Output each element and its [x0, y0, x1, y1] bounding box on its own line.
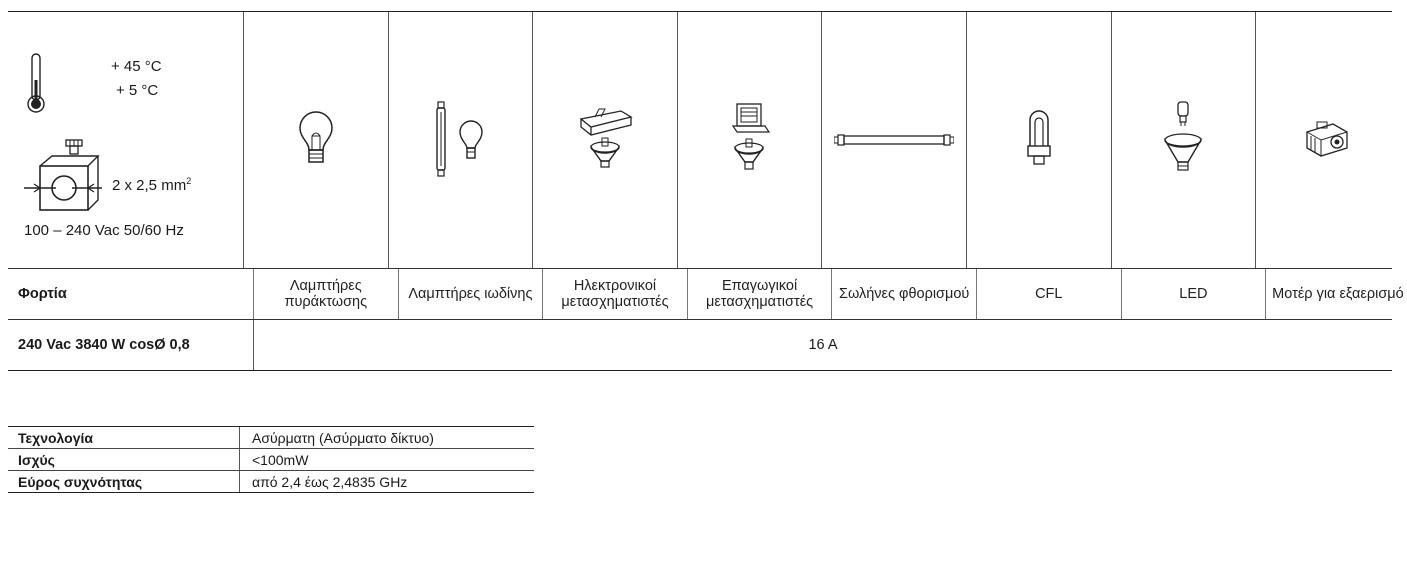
- load-label: Σωλήνες φθορισμού: [838, 286, 970, 302]
- rating-label: 240 Vac 3840 W cosØ 0,8: [18, 337, 190, 353]
- fan-motor-icon: [1303, 120, 1353, 160]
- spec-value: από 2,4 έως 2,4835 GHz: [239, 471, 534, 492]
- load-label-cell: [1265, 269, 1407, 319]
- thermometer-icon: [24, 52, 48, 116]
- incandescent-bulb-cell: [243, 12, 388, 268]
- load-label: Μοτέρ για εξαερισμό: [1272, 286, 1404, 302]
- spec-key: Τεχνολογία: [18, 429, 94, 446]
- screw-terminal-icon: [22, 138, 102, 214]
- load-label: Λαμπτήρες ιωδίνης: [408, 286, 533, 302]
- rating-row: [8, 320, 1392, 370]
- table-row: [8, 448, 534, 470]
- incandescent-bulb-icon: [296, 110, 336, 170]
- load-label: Λαμπτήρες πυράκτωσης: [284, 278, 368, 310]
- load-label: CFL: [1035, 286, 1063, 302]
- fluorescent-tube-cell: [821, 12, 966, 268]
- led-lamp-icon: [1161, 100, 1205, 180]
- halogen-lamp-cell: [388, 12, 533, 268]
- electronic-transformer-cell: [532, 12, 677, 268]
- load-label-cell: [1121, 269, 1266, 319]
- temperature-min: + 5 °C: [116, 82, 159, 99]
- fan-motor-cell: [1255, 12, 1400, 268]
- icons-row: [8, 12, 1392, 269]
- fluorescent-tube-icon: [834, 132, 954, 148]
- load-label-cell: [687, 269, 832, 319]
- load-label-cell: [542, 269, 687, 319]
- load-label-cell: [253, 269, 398, 319]
- tech-spec-table: [8, 426, 534, 493]
- table-row: [8, 470, 534, 492]
- spec-key: Εύρος συχνότητας: [18, 473, 143, 490]
- load-label-cell: [398, 269, 543, 319]
- cfl-lamp-icon: [1024, 110, 1054, 170]
- table-row: [8, 427, 534, 448]
- installation-spec-cell: [8, 12, 243, 268]
- spec-key: Ισχύς: [18, 451, 55, 468]
- supply-voltage: 100 – 240 Vac 50/60 Hz: [24, 222, 184, 239]
- load-label: LED: [1179, 286, 1208, 302]
- loads-row: [8, 269, 1404, 320]
- inductive-transformer-icon: [725, 102, 775, 178]
- load-label: Ηλεκτρονικοί μετασχηματιστές: [561, 278, 669, 310]
- load-label-cell: [831, 269, 976, 319]
- loads-row-label: Φορτία: [18, 286, 67, 302]
- loads-table: [8, 11, 1404, 371]
- wire-section: 2 x 2,5 $mm^2$: [112, 176, 192, 194]
- cfl-lamp-cell: [966, 12, 1111, 268]
- temperature-max: + 45 °C: [111, 58, 162, 75]
- rating-value: 16 A: [253, 320, 1392, 370]
- electronic-transformer-icon: [575, 105, 635, 175]
- load-label: Επαγωγικοί μετασχηματιστές: [705, 278, 814, 310]
- halogen-lamp-icon: [430, 100, 490, 180]
- load-label-cell: [976, 269, 1121, 319]
- spec-value: <100mW: [239, 449, 534, 470]
- inductive-transformer-cell: [677, 12, 822, 268]
- spec-value: Ασύρματη (Ασύρματο δίκτυο): [239, 427, 534, 448]
- led-lamp-cell: [1111, 12, 1256, 268]
